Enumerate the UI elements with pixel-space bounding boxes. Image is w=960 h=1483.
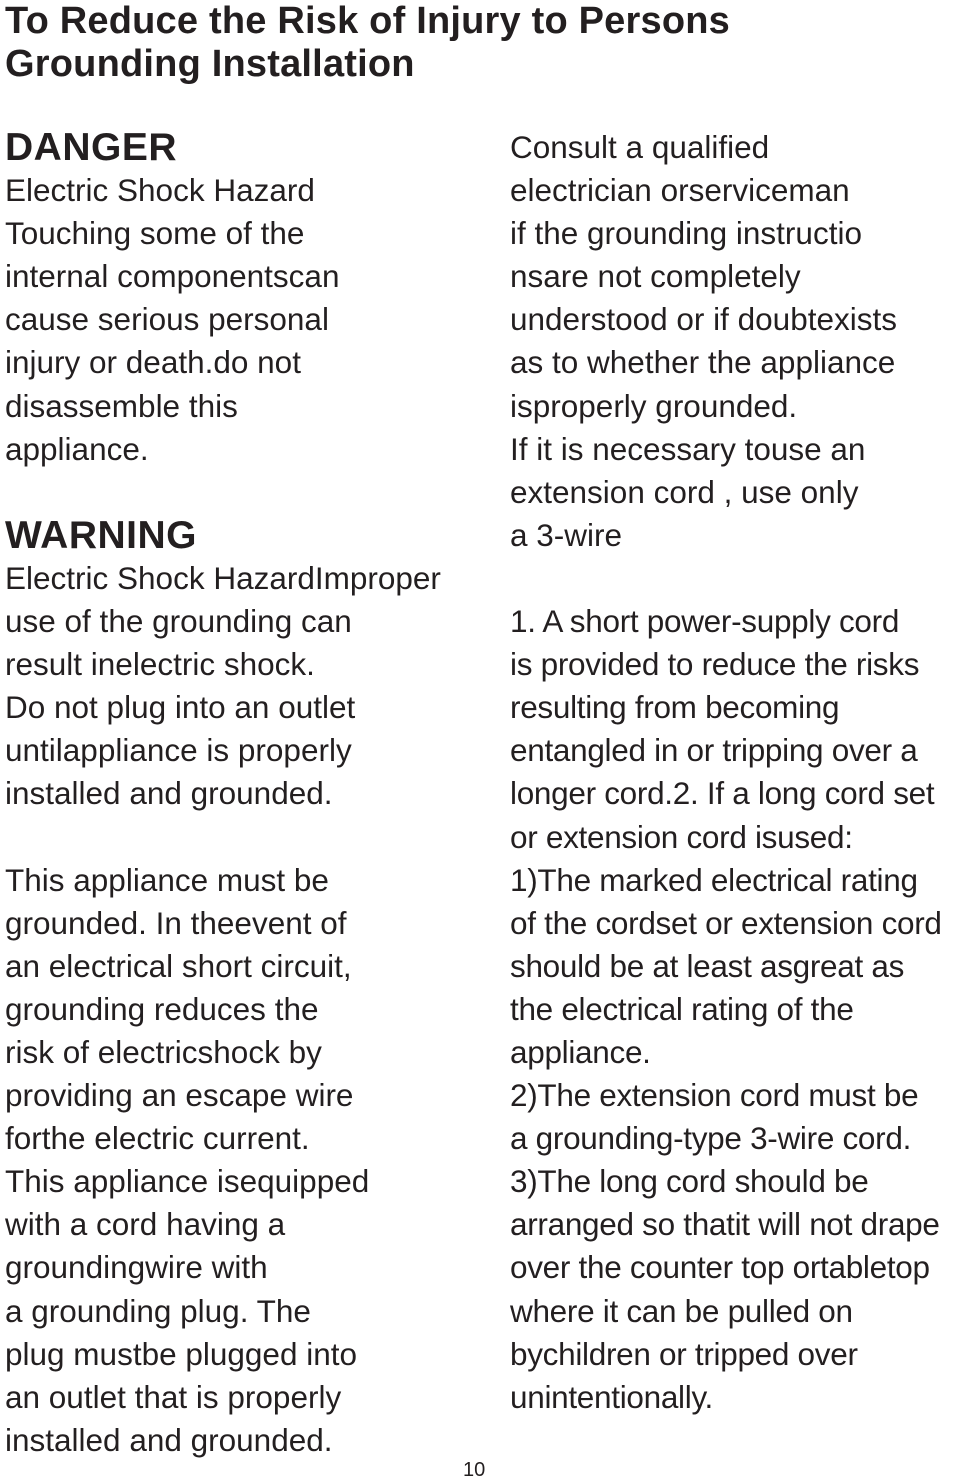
- consult-section: [510, 126, 960, 557]
- cord-text-line: resulting from becoming: [510, 689, 840, 726]
- cord-text-line: 1. A short power-supply cord: [510, 603, 900, 640]
- cord-text-line: or extension cord isused:: [510, 818, 853, 855]
- cord-text-line: a grounding-type 3-wire cord.: [510, 1120, 912, 1157]
- cord-text-line: where it can be pulled on: [510, 1292, 853, 1329]
- cord-text-line: of the cordset or extension cord: [510, 904, 942, 941]
- consult-text-line: a 3-wire: [510, 516, 623, 553]
- cord-text-line: over the counter top ortabletop: [510, 1249, 930, 1286]
- cord-text-line: bychildren or tripped over: [510, 1335, 858, 1372]
- grounding-text-line: groundingwire with: [5, 1249, 268, 1286]
- danger-text-line: Electric Shock Hazard: [5, 172, 315, 209]
- section-spacer: [5, 816, 500, 859]
- cord-text-line: longer cord.2. If a long cord set: [510, 775, 935, 812]
- consult-text-line: as to whether the appliance: [510, 344, 896, 381]
- danger-text-line: injury or death.do not: [5, 344, 301, 381]
- grounding-text-line: forthe electric current.: [5, 1120, 310, 1157]
- consult-text-line: If it is necessary touse an: [510, 430, 866, 467]
- danger-text-line: disassemble this: [5, 387, 238, 424]
- grounding-text-line: grounding reduces the: [5, 990, 319, 1027]
- cord-text-line: should be at least asgreat as: [510, 947, 905, 984]
- grounding-section: [5, 859, 500, 1462]
- warning-text-line: untilappliance is properly: [5, 732, 352, 769]
- grounding-text-line: This appliance must be: [5, 861, 329, 898]
- grounding-text-line: This appliance isequipped: [5, 1163, 370, 1200]
- section-spacer: [5, 471, 500, 514]
- grounding-text-line: an electrical short circuit,: [5, 947, 352, 984]
- cord-text-line: entangled in or tripping over a: [510, 732, 918, 769]
- cord-text-line: 3)The long cord should be: [510, 1163, 869, 1200]
- consult-text-line: isproperly grounded.: [510, 387, 798, 424]
- warning-text-line: use of the grounding can: [5, 603, 352, 640]
- page-number: 10: [463, 1459, 486, 1481]
- right-column: [510, 126, 960, 1419]
- cord-text-line: unintentionally.: [510, 1378, 714, 1415]
- cord-text-line: 1)The marked electrical rating: [510, 861, 918, 898]
- warning-text-line: result inelectric shock.: [5, 646, 315, 683]
- grounding-text-line: plug mustbe plugged into: [5, 1335, 358, 1372]
- cord-text-line: arranged so thatit will not drape: [510, 1206, 940, 1243]
- grounding-text-line: a grounding plug. The: [5, 1292, 311, 1329]
- warning-section: [5, 514, 500, 816]
- danger-section: [5, 126, 500, 471]
- cord-text-line: appliance.: [510, 1033, 651, 1070]
- consult-text-line: understood or if doubtexists: [510, 301, 897, 338]
- grounding-text-line: risk of electricshock by: [5, 1033, 322, 1070]
- cord-section: [510, 600, 960, 1419]
- grounding-text-line: an outlet that is properly: [5, 1378, 342, 1415]
- cord-text-line: 2)The extension cord must be: [510, 1077, 919, 1114]
- warning-text-line: Do not plug into an outlet: [5, 689, 356, 726]
- consult-text-line: if the grounding instructio: [510, 215, 862, 252]
- warning-text-line: installed and grounded.: [5, 775, 333, 812]
- cord-text-line: the electrical rating of the: [510, 990, 854, 1027]
- warning-text-line: Electric Shock HazardImproper: [5, 559, 441, 596]
- warning-heading: WARNING: [5, 513, 197, 557]
- grounding-text-line: installed and grounded.: [5, 1421, 333, 1458]
- page-subtitle: Grounding Installation: [5, 43, 415, 85]
- danger-text-line: appliance.: [5, 430, 149, 467]
- page-title: To Reduce the Risk of Injury to Persons: [5, 0, 730, 42]
- danger-text-line: Touching some of the: [5, 215, 305, 252]
- consult-text-line: Consult a qualified: [510, 129, 770, 165]
- danger-text-line: cause serious personal: [5, 301, 329, 338]
- left-column: [5, 126, 500, 1462]
- grounding-text-line: with a cord having a: [5, 1206, 286, 1243]
- section-spacer: [510, 557, 960, 600]
- grounding-text-line: grounded. In theevent of: [5, 904, 347, 941]
- consult-text-line: electrician orserviceman: [510, 172, 850, 209]
- danger-heading: DANGER: [5, 126, 178, 169]
- consult-text-line: nsare not completely: [510, 258, 801, 295]
- danger-text-line: internal componentscan: [5, 258, 340, 295]
- grounding-text-line: providing an escape wire: [5, 1077, 354, 1114]
- cord-text-line: is provided to reduce the risks: [510, 646, 920, 683]
- consult-text-line: extension cord , use only: [510, 473, 859, 510]
